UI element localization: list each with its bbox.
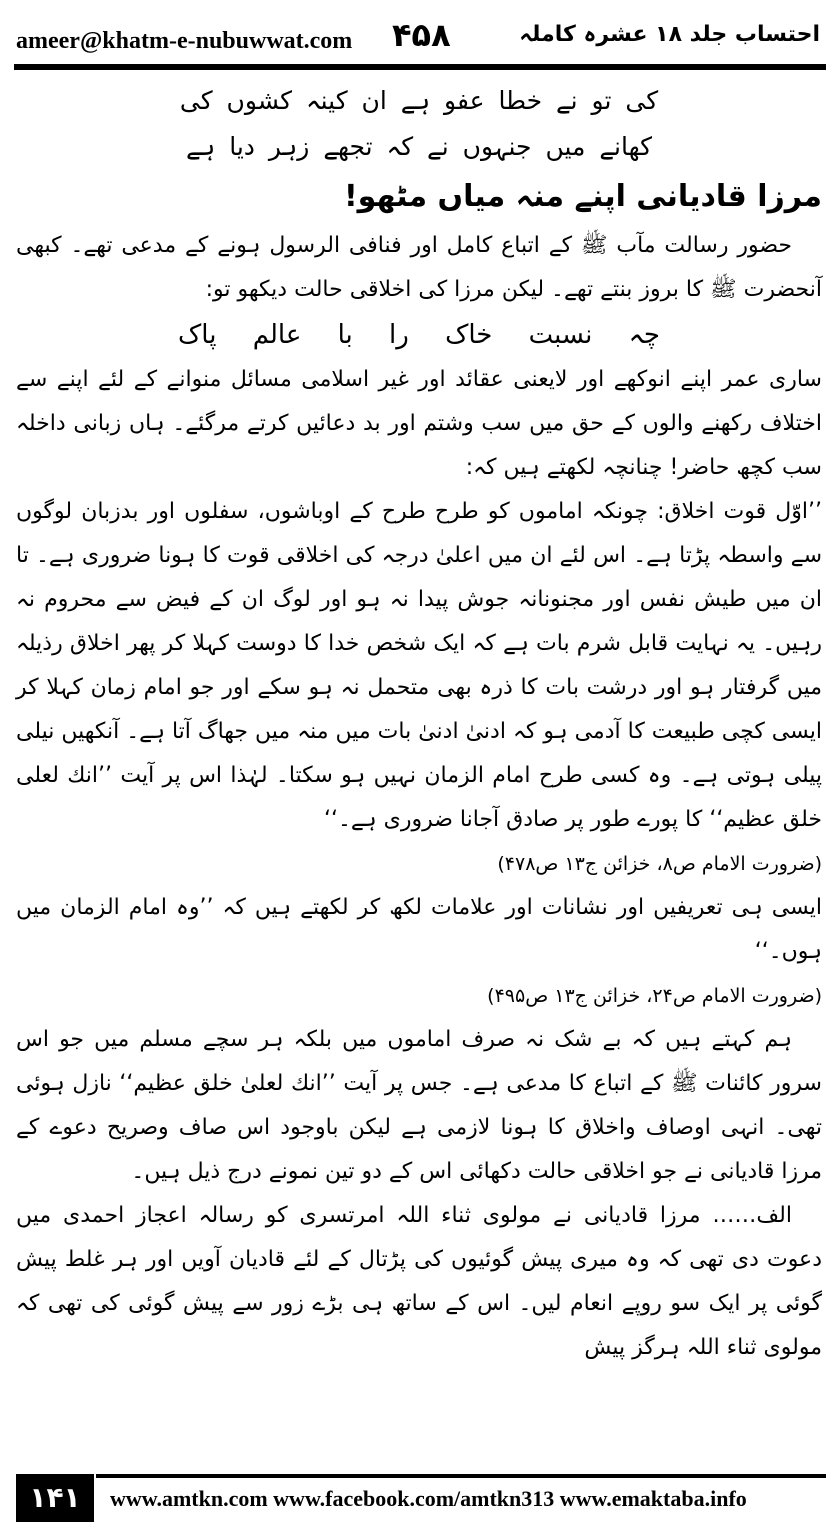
header-email: ameer@khatm-e-nubuwwat.com bbox=[16, 28, 353, 54]
paragraph-3: ایسی ہی تعریفیں اور نشانات اور علامات لکھ کر لکھتے ہیں کہ ’’وہ امام الزمان میں ہوں۔‘‘ bbox=[16, 895, 822, 964]
page-body bbox=[16, 78, 822, 1370]
header-book-title: احتساب جلد ۱۸ عشرہ کاملہ bbox=[519, 22, 820, 47]
footer-rule bbox=[96, 1474, 826, 1478]
paragraph-2: ساری عمر اپنے انوکھے اور لایعنی عقائد اور غیر اسلامی مسائل منوانے کے لئے اپنے سے اختلاف رکھنے والوں کے حق میں سب وشتم اور بد دعائیں کرتے مرگئے۔ ہاں زبانی داخلہ سب کچھ حاضر! چنانچہ لکھتے ہیں کہ: bbox=[16, 367, 822, 480]
couplet: چہ نسبت خاک را با عالم پاک bbox=[178, 320, 660, 350]
header-page-number: ۴۵۸ bbox=[392, 16, 451, 54]
header-rule bbox=[14, 64, 826, 70]
page-header bbox=[14, 12, 826, 66]
paragraph-4: ہم کہتے ہیں کہ بے شک نہ صرف اماموں میں بلکہ ہر سچے مسلم میں جو اس سرور کائنات ﷺ کے اتباع کا مدعی ہے۔ جس پر آیت ’’انك لعلیٰ خلق عظیم‘‘ نازل ہوئی تھی۔ انہی اوصاف واخلاق کا ہونا لازمی ہے لیکن باوجود اس صاف وصریح دعوے کے مرزا قادیانی نے جو اخلاقی حالت دکھائی اس کے دو تین نمونے درج ذیل ہیں۔ bbox=[16, 1027, 822, 1184]
verse-line-2: کھانے میں جنہوں نے کہ تجھے زہر دیا ہے bbox=[185, 132, 653, 161]
section-heading: مرزا قادیانی اپنے منہ میاں مٹھو! bbox=[343, 179, 822, 214]
paragraph-1: حضور رسالت مآب ﷺ کے اتباع کامل اور فنافی الرسول ہونے کے مدعی تھے۔ کبھی آنحضرت ﷺ کا بروز بنتے تھے۔ لیکن مرزا کی اخلاقی حالت دیکھو تو: bbox=[16, 233, 822, 302]
verse-line-1: کی تو نے خطا عفو ہے ان کینہ کشوں کی bbox=[179, 86, 659, 115]
reference-1: (ضرورت الامام ص۸، خزائن ج۱۳ ص۴۷۸) bbox=[497, 853, 822, 875]
footer-page-number: ۱۴۱ bbox=[16, 1474, 94, 1522]
reference-2: (ضرورت الامام ص۲۴، خزائن ج۱۳ ص۴۹۵) bbox=[487, 985, 822, 1007]
quote-1: ’’اوّل قوت اخلاق: چونکہ اماموں کو طرح طرح کے اوباشوں، سفلوں اور بدزبان لوگوں سے واسطہ پڑتا ہے۔ اس لئے ان میں اعلیٰ درجہ کی اخلاقی قوت کا ہونا ضروری ہے۔ تا ان میں طیش نفس اور مجنونانہ جوش پیدا نہ ہو اور لوگ ان کے فیض سے محروم نہ رہیں۔ یہ نہایت قابل شرم بات ہے کہ ایک شخص خدا کا دوست کہلا کر پھر اخلاق رذیلہ میں گرفتار ہو اور درشت بات کا ذرہ بھی متحمل نہ ہو سکے اور جو امام زمان کہلا کر ایسی کچی طبیعت کا آدمی ہو کہ ادنیٰ ادنیٰ بات میں منہ میں جھاگ آتا ہے۔ آنکھیں نیلی پیلی ہوتی ہے۔ وہ کسی طرح امام الزمان نہیں ہو سکتا۔ لہٰذا اس پر آیت ’’انك لعلی خلق عظیم‘‘ کا پورے طور پر صادق آجانا ضروری ہے۔‘‘ bbox=[16, 499, 822, 832]
page-footer bbox=[14, 1474, 826, 1524]
footer-urls: www.amtkn.com www.facebook.com/amtkn313 www.emaktaba.info bbox=[110, 1486, 747, 1511]
paragraph-5: الف…… مرزا قادیانی نے مولوی ثناء اللہ امرتسری کو رسالہ اعجاز احمدی میں دعوت دی تھی کہ وہ میری پیش گوئیوں کی پڑتال کے لئے قادیان آویں اور ہر غلط پیش گوئی پر ایک سو روپے انعام لیں۔ اس کے ساتھ ہی بڑے زور سے پیش گوئی کی تھی کہ مولوی ثناء اللہ ہرگز پیش bbox=[16, 1203, 822, 1360]
